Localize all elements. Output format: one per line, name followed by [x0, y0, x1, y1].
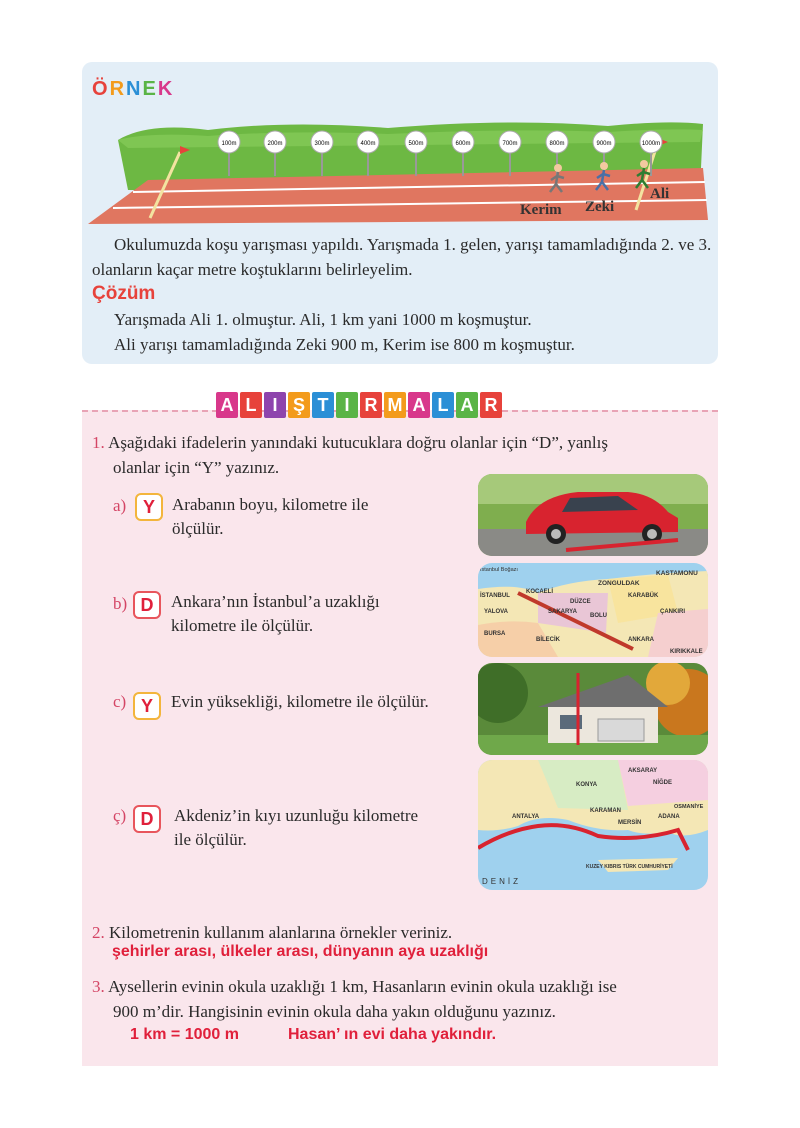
map-label: BOLU [590, 613, 607, 619]
question-number: 3. [92, 977, 105, 996]
banner-letter-tile: Ş [288, 392, 310, 418]
map-label: BURSA [484, 631, 506, 637]
question-text: Aysellerin evinin okula uzaklığı 1 km, Hasanların evinin okula uzaklığı ise [108, 977, 617, 996]
svg-text:200m: 200m [267, 141, 283, 147]
question-2-answer: şehirler arası, ülkeler arası, dünyanın aya uzaklığı [112, 943, 489, 960]
banner-letter-tile: A [216, 392, 238, 418]
map-label: KARABÜK [628, 593, 659, 599]
banner-letter-tile: I [336, 392, 358, 418]
map-label: ADANA [658, 814, 680, 820]
banner-letter-tile: T [312, 392, 334, 418]
banner-letter-tile: A [456, 392, 478, 418]
svg-text:600m: 600m [455, 141, 471, 147]
solution-line: Yarışmada Ali 1. olmuştur. Ali, 1 km yani 1000 m koşmuştur. [114, 310, 532, 329]
item-text-b: Ankara’nın İstanbul’a uzaklığı kilometre ile ölçülür. [171, 592, 380, 635]
map-label: ANTALYA [512, 814, 540, 820]
item-letter-b: b) [113, 594, 128, 613]
map-label: ZONGULDAK [598, 580, 640, 587]
question-3-answer-2: Hasan’ ın evi daha yakındır. [288, 1026, 497, 1043]
question-3-answer-1: 1 km = 1000 m [130, 1026, 239, 1043]
runner-label-kerim: Kerim [520, 202, 562, 218]
map-mediterranean-coast [478, 760, 708, 890]
question-2 [92, 920, 452, 945]
question-3 [92, 974, 712, 1024]
banner-letter-tile: M [384, 392, 406, 418]
banner-letter-tile: A [408, 392, 430, 418]
question-text: Kilometrenin kullanım alanlarına örnekler veriniz. [109, 923, 453, 942]
map-label: KONYA [576, 782, 598, 788]
answer-box-a[interactable]: Y [135, 493, 163, 521]
item-letter-c: c) [113, 692, 127, 711]
svg-text:500m: 500m [408, 141, 424, 147]
item-text-a: Arabanın boyu, kilometre ile ölçülür. [172, 495, 369, 538]
exercises-banner [216, 392, 502, 420]
map-label: BİLECİK [536, 637, 560, 643]
map-label: KIRIKKALE [670, 649, 703, 655]
svg-text:100m: 100m [221, 141, 237, 147]
map-label: İSTANBUL [480, 593, 510, 599]
banner-letter-tile: I [264, 392, 286, 418]
map-label: NİĞDE [653, 780, 673, 786]
map-label: AKSARAY [628, 768, 658, 774]
runner-label-zeki: Zeki [585, 199, 615, 215]
question-text: 900 m’dir. Hangisinin evinin okula daha yakın olduğunu yazınız. [113, 1002, 556, 1021]
item-letter-a: a) [113, 496, 127, 515]
answer-box-b[interactable]: D [133, 591, 161, 619]
question-number: 1. [92, 433, 105, 452]
map-label: ANKARA [628, 637, 654, 643]
race-track-illustration [88, 102, 713, 226]
example-problem-text: Okulumuzda koşu yarışması yapıldı. Yarışmada 1. gelen, yarışı tamamladığında 2. ve 3. olanların kaçar metre koştuklarını belirleyelim. [92, 235, 712, 279]
solution-line: Ali yarışı tamamladığında Zeki 900 m, Kerim ise 800 m koşmuştur. [114, 335, 575, 354]
map-label: SAKARYA [548, 609, 577, 615]
question-text: olanlar için “Y” yazınız. [113, 458, 280, 477]
svg-text:800m: 800m [549, 141, 565, 147]
svg-text:900m: 900m [596, 141, 612, 147]
map-label: YALOVA [484, 609, 509, 615]
svg-text:300m: 300m [314, 141, 330, 147]
example-title: ÖRNEK [92, 78, 175, 100]
svg-text:700m: 700m [502, 141, 518, 147]
map-label: ÇANKIRI [660, 609, 685, 615]
banner-letter-tile: R [360, 392, 382, 418]
map-label: KUZEY KIBRIS TÜRK CUMHURİYETİ [586, 864, 673, 870]
map-label: MERSİN [618, 820, 642, 826]
map-label: KASTAMONU [656, 570, 698, 577]
map-label: KOCAELİ [526, 589, 553, 595]
map-istanbul-ankara [478, 563, 708, 657]
map-label: KARAMAN [590, 808, 621, 814]
question-number: 2. [92, 923, 105, 942]
item-text-c: Evin yüksekliği, kilometre ile ölçülür. [171, 692, 429, 711]
question-1 [92, 430, 712, 480]
item-text-cc: Akdeniz’in kıyı uzunluğu kilometre ile ölçülür. [174, 806, 419, 849]
answer-box-c[interactable]: Y [133, 692, 161, 720]
solution-title: Çözüm [92, 283, 156, 304]
banner-letter-tile: L [240, 392, 262, 418]
car-photo [478, 474, 708, 556]
answer-box-cc[interactable]: D [133, 805, 161, 833]
question-text: Aşağıdaki ifadelerin yanındaki kutucuklara doğru olanlar için “D”, yanlış [108, 433, 608, 452]
map-label: DÜZCE [570, 599, 591, 605]
map-label: İstanbul Boğazı [480, 567, 518, 573]
runner-label-ali: Ali [650, 186, 670, 202]
item-letter-cc: ç) [113, 806, 127, 825]
map-label: OSMANİYE [674, 804, 704, 810]
map-label: DENİZ [482, 877, 521, 886]
house-photo [478, 663, 708, 755]
banner-letter-tile: L [432, 392, 454, 418]
svg-text:1000m: 1000m [641, 141, 661, 147]
banner-letter-tile: R [480, 392, 502, 418]
svg-text:400m: 400m [360, 141, 376, 147]
